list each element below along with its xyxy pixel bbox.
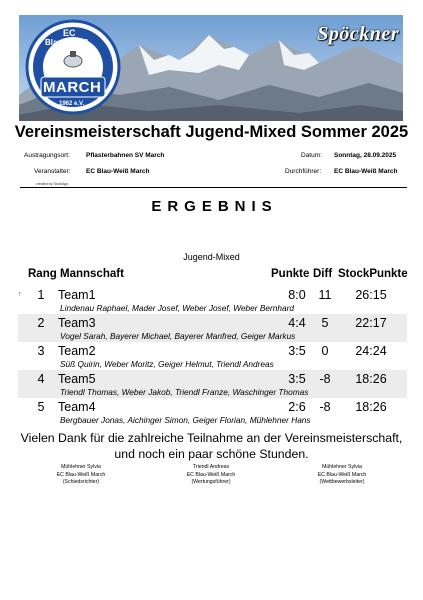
team-members: Lindenau Raphael, Mader Josef, Weber Josef, Weber Bernhard <box>60 303 294 313</box>
logo-club-name: Blau - Weiß <box>45 38 89 47</box>
team-name: Team5 <box>58 372 96 386</box>
team-name: Team1 <box>58 288 96 302</box>
thank-you-line-2: und noch ein paar schöne Stunden. <box>114 447 309 461</box>
signature-name: Mühlehner Sylvia <box>61 464 101 470</box>
sponsor-logo: Spöckner <box>317 23 399 45</box>
logo-ec: EC <box>63 28 76 38</box>
team-members: Triendl Thomas, Weber Jakob, Triendl Franze, Waschinger Thomas <box>60 387 309 397</box>
table-row <box>18 398 407 426</box>
col-rang: Rang <box>28 268 57 280</box>
team-members: Bergbauer Jonas, Aichinger Simon, Geiger Florian, Mühlehner Hans <box>60 415 311 425</box>
thank-you-note <box>0 430 423 462</box>
rank: 3 <box>37 344 45 358</box>
col-punkte: Punkte <box>271 268 310 280</box>
table-row <box>18 370 407 398</box>
table-row <box>18 286 407 314</box>
team-members: Süß Quirin, Weber Moritz, Geiger Helmut, Triendl Andreas <box>60 359 274 369</box>
difference: 11 <box>318 288 332 302</box>
durchfuehrer-label: Durchführer: <box>285 168 322 175</box>
col-stockpunkte: StockPunkte <box>338 268 408 280</box>
austragungsort-label: Austragungsort: <box>24 152 70 159</box>
rank: 2 <box>37 316 45 330</box>
signature-name: Mühlehner Sylvia <box>322 464 362 470</box>
page-title: Vereinsmeisterschaft Jugend-Mixed Sommer 2025 <box>14 123 409 141</box>
header-banner <box>19 15 403 121</box>
team-name: Team3 <box>58 316 96 330</box>
datum-value: Sonntag, 28.09.2025 <box>334 152 397 159</box>
difference: -8 <box>319 400 331 414</box>
rank: 1 <box>37 288 45 302</box>
durchfuehrer-value: EC Blau-Weiß March <box>334 168 398 175</box>
signature-block-schiedsrichter <box>26 464 136 487</box>
table-row <box>18 342 407 370</box>
points: 8:0 <box>288 288 306 302</box>
col-diff: Diff <box>313 268 333 280</box>
results-heading: ERGEBNIS <box>151 198 278 215</box>
stock-points: 18:26 <box>355 400 387 414</box>
difference: -8 <box>319 372 331 386</box>
stock-points: 24:24 <box>355 344 387 358</box>
signature-club: EC Blau-Weiß March <box>186 471 236 478</box>
rank: 4 <box>37 372 45 386</box>
difference: 5 <box>321 316 329 330</box>
thank-you-line-1: Vielen Dank für die zahlreiche Teilnahme an der Vereinsmeisterschaft, <box>20 431 403 445</box>
table-row <box>18 314 407 342</box>
divider <box>20 187 407 188</box>
signature-block-wertungsfuehrer <box>156 464 266 487</box>
col-mannschaft: Mannschaft <box>60 268 124 280</box>
stock-points: 26:15 <box>355 288 387 302</box>
signature-role: (Wettbewerbsleiter) <box>319 479 365 485</box>
veranstalter-label: Veranstalter: <box>34 168 71 175</box>
rank: 5 <box>37 400 45 414</box>
stock-points: 22:17 <box>355 316 387 330</box>
signature-role: (Schiedsrichter) <box>62 479 100 485</box>
team-name: Team4 <box>58 400 96 414</box>
points: 4:4 <box>288 316 306 330</box>
difference: 0 <box>321 344 329 358</box>
signature-name: Triendl Andreas <box>192 464 230 470</box>
signature-club: EC Blau-Weiß March <box>317 471 367 478</box>
logo-city: MARCH <box>43 79 102 96</box>
veranstalter-value: EC Blau-Weiß March <box>86 168 150 175</box>
datum-label: Datum: <box>301 152 322 159</box>
signature-club: EC Blau-Weiß March <box>56 471 106 478</box>
points: 3:5 <box>288 372 306 386</box>
group-name: Jugend-Mixed <box>183 252 240 262</box>
points: 2:6 <box>288 400 306 414</box>
team-members: Vogel Sarah, Bayerer Michael, Bayerer Manfred, Geiger Markus <box>60 331 296 341</box>
logo-year: 1962 e.V. <box>59 101 85 107</box>
signature-role: (Wertungsführer) <box>191 479 231 485</box>
created-by-note: created by StockApp <box>36 182 69 186</box>
austragungsort-value: Pflasterbahnen SV March <box>86 152 165 159</box>
stock-points: 18:26 <box>355 372 387 386</box>
points: 3:5 <box>288 344 306 358</box>
trend-up-icon: ↑ <box>18 291 22 298</box>
signature-block-wettbewerbsleiter <box>287 464 397 487</box>
team-name: Team2 <box>58 344 96 358</box>
